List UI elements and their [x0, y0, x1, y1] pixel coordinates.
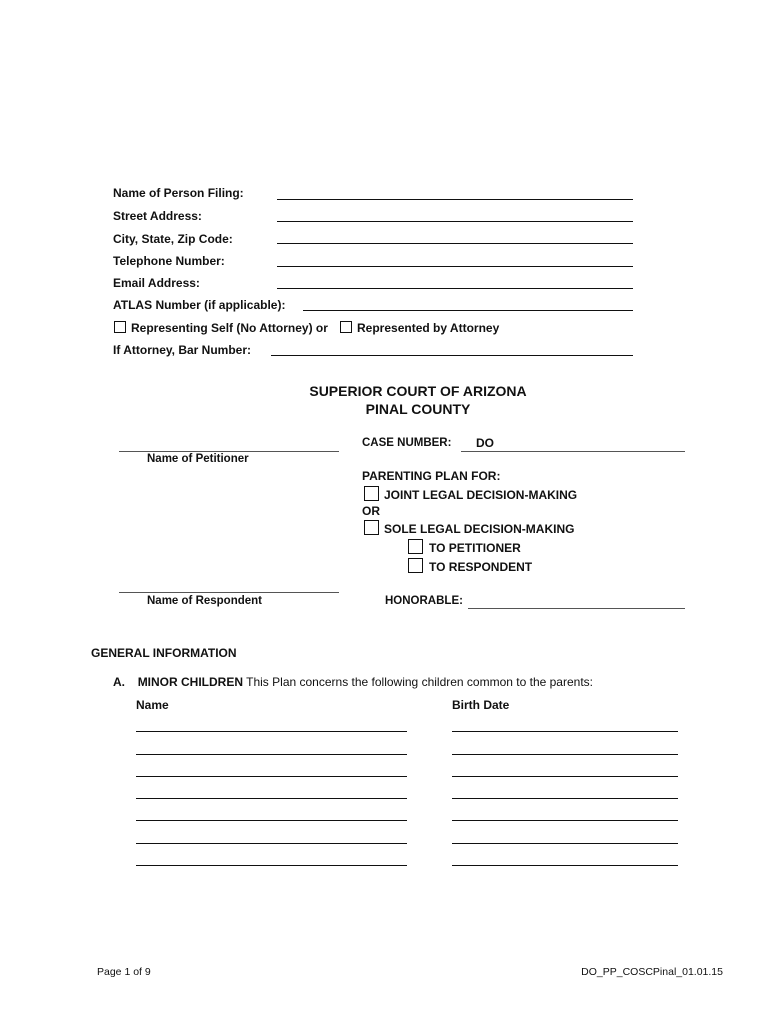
county-name: PINAL COUNTY — [365, 401, 471, 417]
child-name-field[interactable] — [136, 820, 407, 821]
name-of-person-filing-field[interactable] — [277, 199, 633, 200]
sole-decision-making-checkbox[interactable] — [364, 520, 379, 535]
child-birth-date-field[interactable] — [452, 865, 678, 866]
street-address-label: Street Address: — [113, 209, 202, 223]
child-name-field[interactable] — [136, 754, 407, 755]
honorable-label: HONORABLE: — [385, 595, 463, 607]
atlas-number-label: ATLAS Number (if applicable): — [113, 298, 286, 312]
sole-decision-making-label: SOLE LEGAL DECISION-MAKING — [384, 522, 575, 536]
child-name-field[interactable] — [136, 865, 407, 866]
name-of-person-filing-label: Name of Person Filing: — [113, 186, 244, 200]
to-petitioner-label: TO PETITIONER — [429, 541, 521, 555]
represented-by-attorney-checkbox[interactable] — [340, 321, 352, 333]
page-number: Page 1 of 9 — [97, 966, 151, 978]
representing-self-checkbox[interactable] — [114, 321, 126, 333]
general-information-heading: GENERAL INFORMATION — [91, 646, 237, 660]
city-state-zip-field[interactable] — [277, 243, 633, 244]
respondent-label: Name of Respondent — [147, 595, 263, 607]
section-a-title: MINOR CHILDREN — [137, 675, 244, 689]
represented-by-attorney-label: Represented by Attorney — [357, 321, 500, 335]
respondent-name-field[interactable] — [119, 592, 339, 593]
case-number-field[interactable] — [461, 451, 685, 452]
child-birth-date-field[interactable] — [452, 754, 678, 755]
child-birth-date-field[interactable] — [452, 843, 678, 844]
telephone-number-label: Telephone Number: — [113, 254, 225, 268]
child-birth-date-field[interactable] — [452, 798, 678, 799]
child-name-field[interactable] — [136, 776, 407, 777]
petitioner-label: Name of Petitioner — [147, 453, 249, 465]
child-name-field[interactable] — [136, 731, 407, 732]
atlas-number-field[interactable] — [303, 310, 633, 311]
email-address-label: Email Address: — [113, 276, 200, 290]
telephone-number-field[interactable] — [277, 266, 633, 267]
parenting-plan-label: PARENTING PLAN FOR: — [362, 469, 501, 483]
section-a-letter: A. — [113, 675, 125, 689]
bar-number-label: If Attorney, Bar Number: — [113, 343, 252, 357]
email-address-field[interactable] — [277, 288, 633, 289]
city-state-zip-label: City, State, Zip Code: — [113, 232, 233, 246]
bar-number-field[interactable] — [271, 355, 633, 356]
birth-date-column-header: Birth Date — [452, 698, 510, 712]
name-column-header: Name — [136, 698, 169, 712]
child-birth-date-field[interactable] — [452, 820, 678, 821]
honorable-field[interactable] — [468, 608, 685, 609]
section-a-text: This Plan concerns the following children common to the parents: — [246, 675, 593, 689]
joint-decision-making-checkbox[interactable] — [364, 486, 379, 501]
court-name: SUPERIOR COURT OF ARIZONA — [309, 383, 527, 399]
to-respondent-checkbox[interactable] — [408, 558, 423, 573]
petitioner-name-field[interactable] — [119, 451, 339, 452]
case-number-label: CASE NUMBER: — [362, 437, 452, 449]
representing-self-label: Representing Self (No Attorney) or — [131, 321, 328, 335]
child-name-field[interactable] — [136, 798, 407, 799]
street-address-field[interactable] — [277, 221, 633, 222]
form-id: DO_PP_COSCPinal_01.01.15 — [581, 966, 723, 978]
to-petitioner-checkbox[interactable] — [408, 539, 423, 554]
case-number-prefix: DO — [476, 436, 494, 450]
section-a-intro — [113, 675, 593, 689]
child-name-field[interactable] — [136, 843, 407, 844]
child-birth-date-field[interactable] — [452, 776, 678, 777]
or-label: OR — [362, 504, 380, 518]
child-birth-date-field[interactable] — [452, 731, 678, 732]
to-respondent-label: TO RESPONDENT — [429, 560, 533, 574]
joint-decision-making-label: JOINT LEGAL DECISION-MAKING — [384, 488, 578, 502]
